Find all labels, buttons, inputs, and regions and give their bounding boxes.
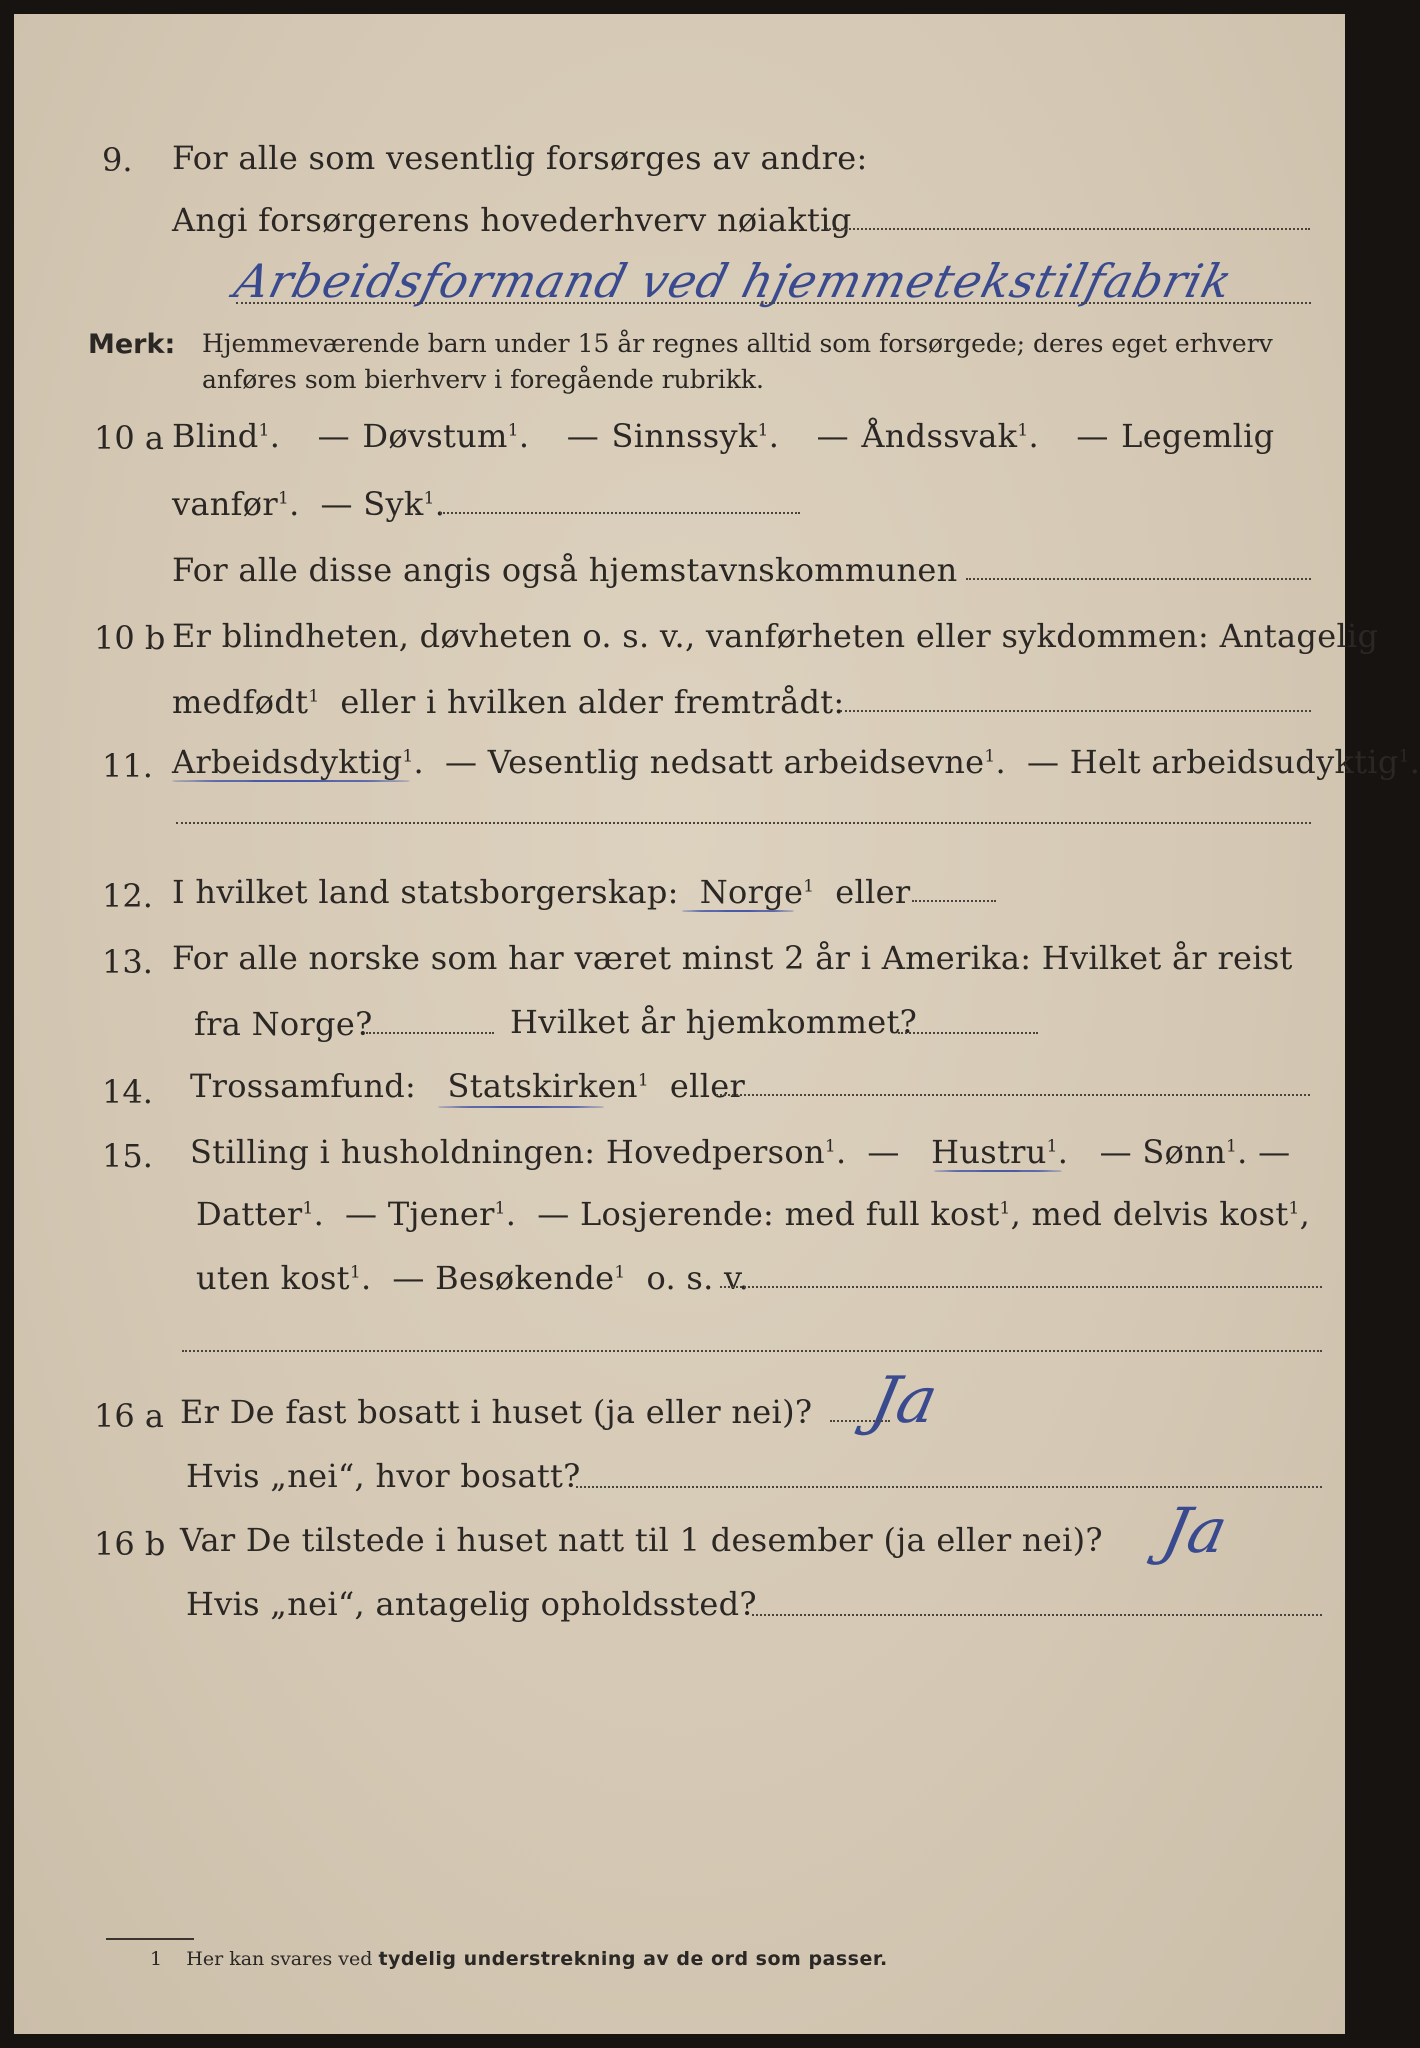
q9-question: For alle som vesentlig forsørges av andre:	[172, 139, 868, 177]
q16b-number: 16 b	[94, 1525, 166, 1563]
opt-sinnssyk[interactable]: — Sinnssyk	[566, 417, 758, 455]
opt-nedsatt-arbeidsevne[interactable]: — Vesentlig nedsatt arbeidsevne	[444, 743, 985, 781]
q10b-line2: medfødt$^1$ eller i hvilken alder fremtrådt:	[172, 683, 845, 721]
census-form-page	[14, 14, 1420, 2034]
q12-number: 12.	[102, 877, 153, 915]
opt-sonn[interactable]: — Sønn	[1099, 1133, 1227, 1171]
opt-hovedperson[interactable]: Stilling i husholdningen: Hovedperson	[190, 1133, 825, 1171]
q11-handwritten-underline	[172, 780, 410, 782]
q14-eller-line	[716, 1094, 1310, 1096]
q13-reist-line	[366, 1032, 494, 1034]
q16a-answer-line	[830, 1420, 890, 1422]
q16a-bosatt-line	[576, 1486, 1322, 1488]
opt-medfodt[interactable]: medfødt	[172, 683, 309, 721]
q10a-line2: vanfør$^1$. — Syk$^1$.	[172, 485, 446, 523]
q13-hjemkommet-line	[898, 1032, 1038, 1034]
q10a-line3: For alle disse angis også hjemstavnskommunen	[172, 551, 958, 589]
q15-number: 15.	[102, 1137, 153, 1175]
q16b-opholdssted-line	[752, 1614, 1322, 1616]
opt-losjerende-full-kost[interactable]: — Losjerende: med full kost	[537, 1195, 1000, 1233]
q11-number: 11.	[102, 747, 153, 785]
q9-dotted-line	[826, 228, 1310, 230]
q13-number: 13.	[102, 943, 153, 981]
q13-line2a: fra Norge?	[194, 1005, 373, 1043]
q9-answer-line	[236, 302, 1311, 304]
q15-line1: Stilling i husholdningen: Hovedperson$^1$. — Hustru$^1$. — Sønn$^1$. —	[190, 1133, 1291, 1171]
opt-besokende[interactable]: — Besøkende	[392, 1259, 615, 1297]
opt-helt-arbeidsudyktig[interactable]: — Helt arbeidsudyktig	[1026, 743, 1399, 781]
q15-line3: uten kost$^1$. — Besøkende$^1$ o. s. v.	[196, 1259, 750, 1297]
q16a-line1: Er De fast bosatt i huset (ja eller nei)?	[180, 1393, 813, 1431]
opt-norge[interactable]: Norge	[699, 873, 804, 911]
q14-number: 14.	[102, 1073, 153, 1111]
q10a-syk-line	[440, 512, 800, 514]
q9-number: 9.	[102, 141, 133, 179]
opt-hustru[interactable]: Hustru	[931, 1133, 1047, 1171]
q10b-alder-line	[840, 710, 1311, 712]
opt-andssvak[interactable]: — Åndssvak	[816, 417, 1018, 455]
q10b-number: 10 b	[94, 619, 166, 657]
q15-osv-line	[720, 1286, 1322, 1288]
q12-eller-line	[912, 900, 996, 902]
q16b-line1: Var De tilstede i huset natt til 1 desember (ja eller nei)?	[180, 1521, 1103, 1559]
q10b-line1: Er blindheten, døvheten o. s. v., vanførheten eller sykdommen: Antagelig	[172, 617, 1379, 655]
q14-line: Trossamfund: Statskirken$^1$ eller	[190, 1067, 746, 1105]
q14-handwritten-underline	[438, 1106, 604, 1108]
q13-line1: For alle norske som har været minst 2 år i Amerika: Hvilket år reist	[172, 939, 1293, 977]
opt-statskirken[interactable]: Statskirken	[447, 1067, 638, 1105]
q11-answer-line	[176, 822, 1311, 824]
q16a-line2: Hvis „nei“, hvor bosatt?	[186, 1457, 581, 1495]
opt-arbeidsdyktig[interactable]: Arbeidsdyktig	[172, 743, 403, 781]
footnote-mark: 1	[150, 1948, 163, 1970]
q9-handwritten-answer: Arbeidsformand ved hjemmetekstilfabrik	[229, 254, 1239, 308]
q9-prompt: Angi forsørgerens hovederhverv nøiaktig	[172, 201, 852, 239]
opt-blind[interactable]: Blind	[172, 417, 259, 455]
q12-handwritten-underline	[682, 910, 794, 912]
opt-uten-kost[interactable]: uten kost	[196, 1259, 350, 1297]
q16a-number: 16 a	[94, 1397, 164, 1435]
q11-line: Arbeidsdyktig$^1$. — Vesentlig nedsatt arbeidsevne$^1$. — Helt arbeidsudyktig$^1$.	[172, 743, 1420, 781]
footnote-bold-text: tydelig understrekning av de ord som passer.	[378, 1948, 888, 1970]
q10a-number: 10 a	[94, 419, 164, 457]
merk-text-1: Hjemmeværende barn under 15 år regnes alltid som forsørgede; deres eget erhverv	[202, 329, 1273, 358]
opt-dovstum[interactable]: — Døvstum	[317, 417, 508, 455]
footnote: 1 Her kan svares ved tydelig understrekning av de ord som passer.	[150, 1948, 888, 1970]
opt-syk[interactable]: — Syk	[320, 485, 424, 523]
q12-line: I hvilket land statsborgerskap: Norge$^1$ eller	[172, 873, 911, 911]
opt-tjener[interactable]: — Tjener	[345, 1195, 495, 1233]
opt-legemlig[interactable]: — Legemlig	[1076, 417, 1275, 455]
q15-handwritten-underline	[934, 1170, 1062, 1172]
q10a-line1: Blind$^1$. — Døvstum$^1$. — Sinnssyk$^1$. — Åndssvak$^1$. — Legemlig	[172, 417, 1275, 455]
q13-line2b: Hvilket år hjemkommet?	[510, 1003, 918, 1041]
merk-label: Merk:	[88, 329, 176, 360]
opt-delvis-kost[interactable]: , med delvis kost	[1010, 1195, 1289, 1233]
merk-text-2: anføres som bierhverv i foregående rubrikk.	[202, 365, 764, 394]
q16b-line2: Hvis „nei“, antagelig opholdssted?	[186, 1585, 757, 1623]
opt-datter[interactable]: Datter	[196, 1195, 303, 1233]
footnote-rule	[106, 1938, 194, 1940]
opt-vanfor[interactable]: vanfør	[172, 485, 278, 523]
q15-line2: Datter$^1$. — Tjener$^1$. — Losjerende: med full kost$^1$, med delvis kost$^1$,	[196, 1195, 1311, 1233]
q15-answer-line	[182, 1350, 1322, 1352]
q16b-handwritten-answer: Ja	[1156, 1494, 1234, 1567]
q10a-kommune-line	[966, 578, 1311, 580]
q16a-handwritten-answer: Ja	[864, 1364, 944, 1438]
